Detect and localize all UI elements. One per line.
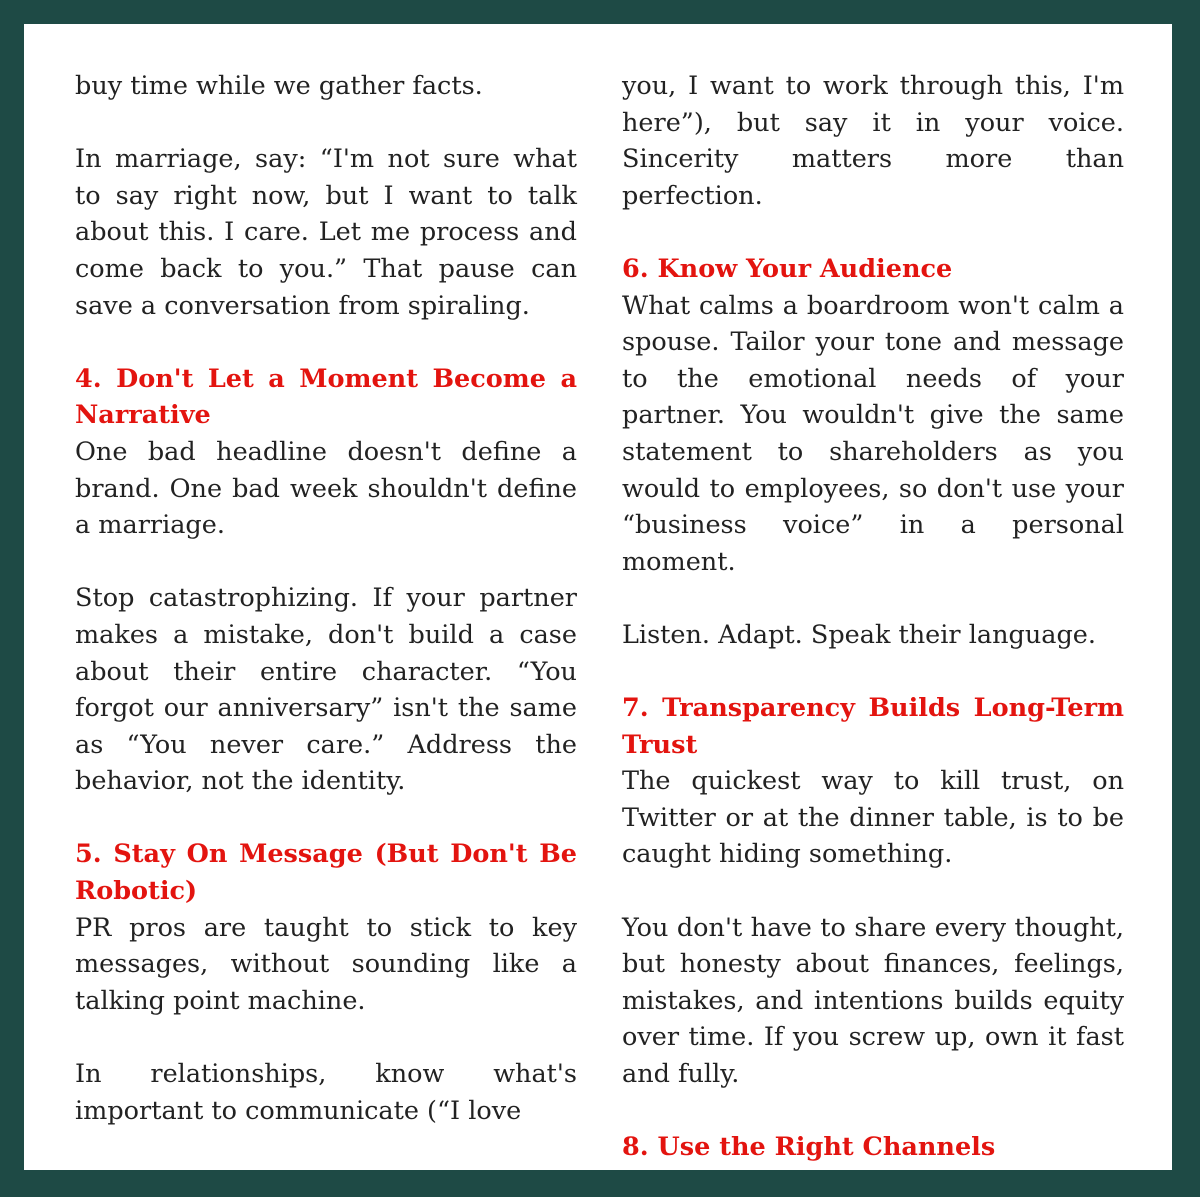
paragraph-bad-headline: One bad headline doesn't define a brand. One bad week shouldn't define a marriage. bbox=[75, 436, 577, 541]
paragraph-listen-adapt: Listen. Adapt. Speak their language. bbox=[622, 619, 1096, 650]
paragraph-relationships: In relationships, know what's important to communicate (“I love bbox=[75, 1059, 577, 1126]
paragraph-boardroom: What calms a boardroom won't calm a spouse. Tailor your tone and message to the emotional needs of your partner. You wouldn't give the same statement to shareholders as you would to employees, so don't use your “business voice” in a personal moment. bbox=[622, 290, 1124, 577]
document-page bbox=[24, 24, 1172, 1170]
paragraph-quickest-way: The quickest way to kill trust, on Twitter or at the dinner table, is to be caught hiding something. bbox=[622, 766, 1124, 870]
heading-section-5: 5. Stay On Message (But Don't Be Robotic) bbox=[75, 839, 577, 907]
paragraph-honesty: You don't have to share every thought, but honesty about finances, feelings, mistakes, and intentions builds equity over time. If you screw up, own it fast and fully. bbox=[622, 912, 1124, 1090]
heading-section-8: 8. Use the Right Channels bbox=[622, 1132, 996, 1163]
paragraph-pr-pros: PR pros are taught to stick to key messages, without sounding like a talking point machine. bbox=[75, 912, 577, 1016]
paragraph-sincerity: you, I want to work through this, I'm here”), but say it in your voice. Sincerity matters more than perfection. bbox=[622, 71, 1124, 211]
left-column bbox=[75, 68, 577, 1129]
paragraph-catastrophizing: Stop catastrophizing. If your partner makes a mistake, don't build a case about their entire character. “You forgot our anniversary” isn't the same as “You never care.” Address the behavior, not the identity. bbox=[75, 583, 577, 797]
paragraph-marriage-pause: In marriage, say: “I'm not sure what to say right now, but I want to talk about this. I care. Let me process and come back to you.” That pause can save a conversation from spiraling. bbox=[75, 144, 577, 321]
right-column bbox=[622, 68, 1124, 1166]
heading-section-6: 6. Know Your Audience bbox=[622, 253, 953, 284]
heading-section-7: 7. Transparency Builds Long-Term Trust bbox=[622, 693, 1124, 760]
heading-section-4: 4. Don't Let a Moment Become a Narrative bbox=[75, 363, 577, 431]
paragraph-buy-time: buy time while we gather facts. bbox=[75, 71, 483, 101]
